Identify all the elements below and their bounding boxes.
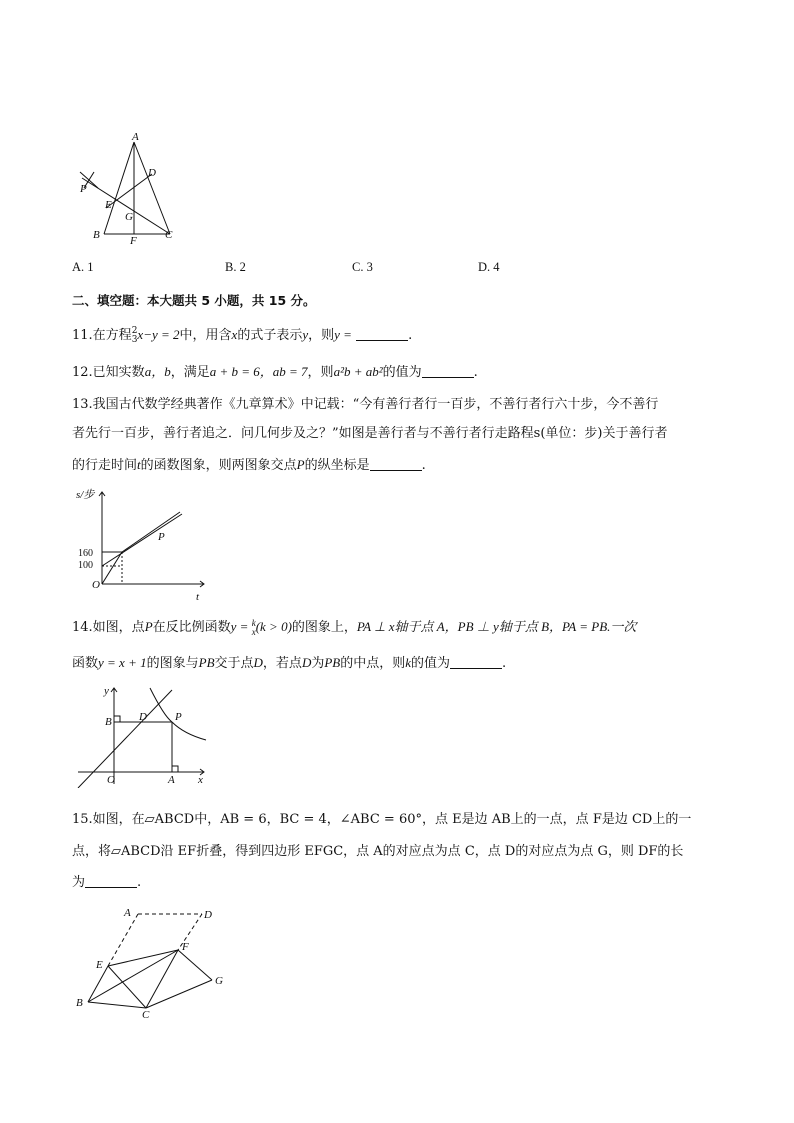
q11-text-mid3: ，则 [308, 328, 335, 343]
q10-label-d: D [148, 167, 156, 179]
q14-label-p: P [175, 711, 182, 723]
q11-equation: x−y = 2 [137, 327, 180, 342]
section-heading: 二、填空题：本大题共 5 小题，共 15 分。 [72, 293, 316, 308]
q15-answer-blank[interactable] [85, 874, 137, 888]
q14-answer-blank[interactable] [450, 655, 502, 669]
q10-label-a: A [132, 131, 139, 143]
choice-d[interactable]: D. 4 [478, 260, 500, 274]
q14-graph-figure [72, 684, 212, 788]
q12-conditions: a + b = 6，ab = 7 [209, 364, 308, 379]
q10-label-f: F [130, 235, 137, 247]
q13-line-2: 者先行一百步，善行者追之．问几何步及之？”如图是善行者与不善行者行走路程s(单位：步)关于善行者 [72, 426, 668, 441]
q14-ylabel: y [104, 685, 109, 697]
q15-label-a: A [124, 907, 131, 919]
q14-var-d: D [253, 655, 263, 670]
q14-xlabel: x [198, 774, 203, 786]
q14-linear-function: y = x + 1 [98, 655, 147, 670]
q14-label-d: D [139, 711, 147, 723]
q14-function: y = k x (k > 0) [230, 618, 292, 638]
q12-vars: a，b [144, 364, 171, 379]
q12-mid2: ，则 [307, 365, 334, 380]
q14-fraction [252, 619, 256, 637]
q12-prefix: 12.已知实数 [72, 365, 145, 380]
choice-a[interactable]: A. 1 [72, 260, 94, 274]
q14-frac-den: x [251, 627, 256, 638]
q13-end: . [421, 458, 426, 473]
q11-text-mid2: 的式子表示 [237, 328, 303, 343]
q10-triangle-figure [72, 130, 182, 248]
q14-line-1 [72, 618, 636, 637]
q11-answer-blank[interactable] [356, 327, 408, 341]
q11-prefix: 11.在方程 [72, 328, 132, 343]
q13-line3-a: 的行走时间 [72, 458, 138, 473]
q13-graph-figure [72, 484, 212, 604]
q13-tick-100: 100 [78, 560, 93, 571]
q14-line2-e: ，若点 [262, 656, 302, 671]
q15-label-c: C [142, 1009, 150, 1020]
q10-label-b: B [93, 229, 100, 241]
q15-line3-text: 为 [72, 875, 86, 890]
q14-var-d-2: D [301, 655, 312, 670]
q14-line2-j: 的值为 [411, 656, 451, 671]
q14-frac-num: k [251, 618, 256, 629]
q14-origin: O [107, 774, 115, 786]
q14-line1-c: 的图象上， [291, 620, 357, 635]
q13-var-p: P [296, 457, 305, 472]
q10-label-e: E [105, 199, 112, 211]
q15-label-b: B [76, 997, 83, 1009]
q10-label-g: G [125, 211, 133, 223]
q15-label-e: E [96, 959, 103, 971]
choice-b[interactable]: B. 2 [225, 260, 246, 274]
q12-tail: 的值为 [382, 365, 422, 380]
q12-answer-blank[interactable] [422, 364, 474, 378]
q11-tail-y: y = [334, 327, 352, 342]
q14-pb: PB [198, 655, 215, 670]
q14-label-b: B [105, 716, 112, 728]
q14-line2-a: 函数 [72, 656, 99, 671]
q13-xlabel: t [196, 591, 200, 603]
q14-line1-d: PA ⊥ x轴于点 A，PB ⊥ y轴于点 B，PA = PB.一次 [356, 619, 637, 634]
q13-line-1: 13.我国古代数学经典著作《九章算术》中记载：“今有善行者行一百步，不善行者行六十步，今不善行 [72, 397, 659, 412]
q13-tick-160: 160 [78, 548, 93, 559]
q14-pb-2: PB [324, 655, 341, 670]
q14-var-p: P [144, 619, 153, 634]
q15-end: . [137, 875, 142, 890]
q11-var-x: x [231, 327, 238, 342]
q14-line1-a: 14.如图，点 [72, 620, 145, 635]
q11-end: . [408, 328, 413, 343]
q15-parallelogram-figure [72, 904, 232, 1020]
q10-label-p: P [80, 183, 87, 195]
q13-point-p: P [158, 531, 165, 543]
q14-line-2 [72, 654, 506, 673]
q10-choices [72, 260, 632, 278]
q15-line-2: 点，将▱ABCD沿 EF折叠，得到四边形 EFGC，点 A的对应点为点 C，点 D的对应点为点 G，则 DF的长 [72, 844, 684, 859]
q11-frac-num: 2 [131, 325, 138, 336]
q13-ylabel: s/步 [76, 489, 95, 501]
q10-label-c: C [165, 229, 173, 241]
q15-line-3 [72, 874, 141, 892]
q14-line1-b: 在反比例函数 [152, 620, 231, 635]
choice-c[interactable]: C. 3 [352, 260, 373, 274]
q15-label-d: D [204, 909, 212, 921]
q11-var-y: y [302, 327, 309, 342]
q15-label-f: F [182, 941, 189, 953]
q14-line2-c: 交于点 [214, 656, 254, 671]
q14-line2-g: 为 [311, 656, 325, 671]
q11-line [72, 326, 412, 345]
q14-line2-b: 的图象与 [146, 656, 199, 671]
q12-expression: a²b + ab² [333, 364, 383, 379]
q14-var-k: k [405, 655, 412, 670]
q11-text-middle: 中，用含 [179, 328, 232, 343]
q14-label-a: A [168, 774, 175, 786]
q12-end: . [473, 365, 478, 380]
q14-end: . [502, 656, 507, 671]
q13-line3-c: 的纵坐标是 [304, 458, 370, 473]
q15-line-1: 15.如图，在▱ABCD中，AB = 6，BC = 4，∠ABC = 60°，点 E是边 AB上的一点，点 F是边 CD上的一 [72, 812, 692, 827]
q13-var-t: t [137, 457, 141, 472]
q12-mid: ，满足 [170, 365, 210, 380]
q12-line [72, 363, 478, 382]
q11-frac-den: 3 [131, 334, 138, 345]
q13-answer-blank[interactable] [370, 457, 422, 471]
q15-label-g: G [215, 975, 223, 987]
q14-line2-i: 的中点，则 [340, 656, 406, 671]
q13-line3-b: 的函数图象，则两图象交点 [140, 458, 297, 473]
q13-line-3 [72, 456, 426, 475]
q13-origin: O [92, 579, 100, 591]
